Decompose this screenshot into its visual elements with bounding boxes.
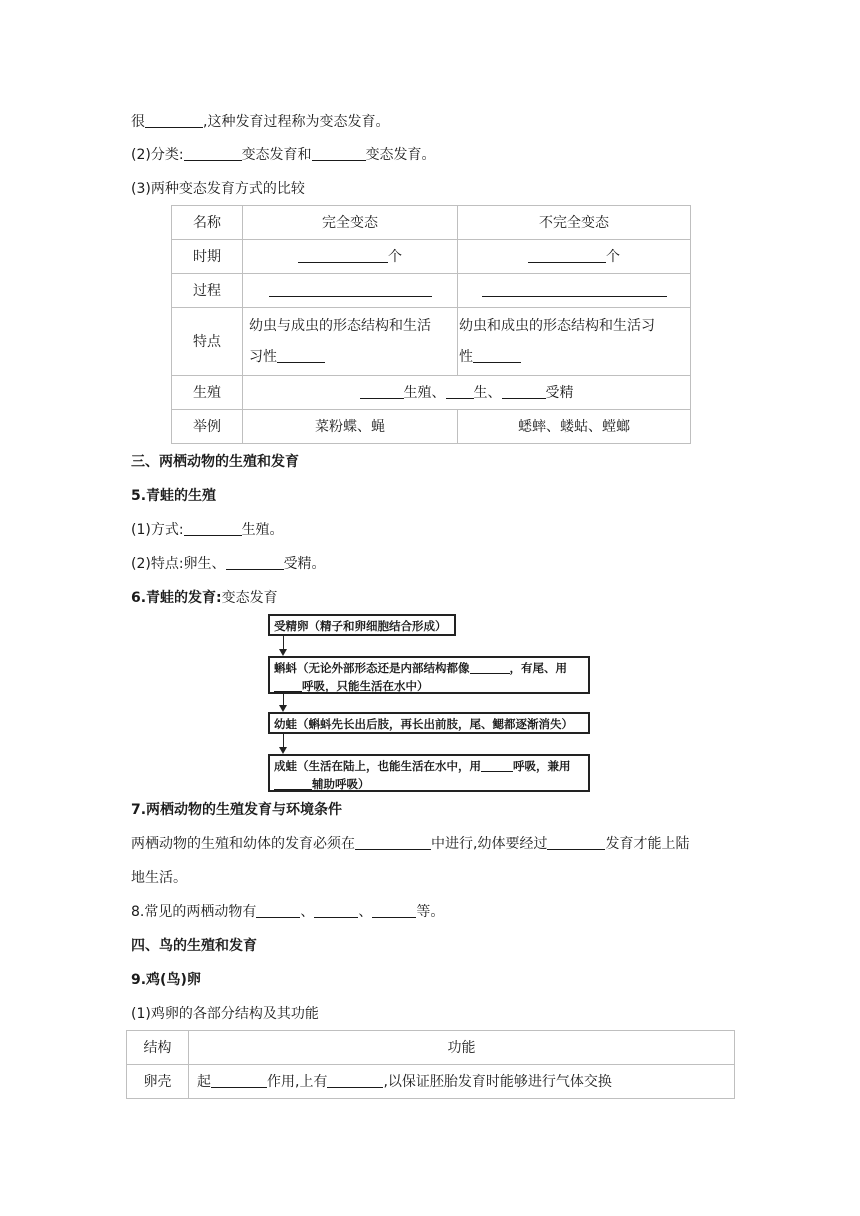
table-row <box>172 410 691 444</box>
table-header: 完全变态 <box>243 206 458 240</box>
flow-box-tadpole: 蝌蚪（无论外部形态还是内部结构都像 ，有尾、用 呼吸，只能生活在水中） <box>268 656 590 694</box>
table-cell: 个 <box>243 240 458 274</box>
section-heading: 三、两栖动物的生殖和发育 <box>131 454 299 470</box>
compare-title: (3)两种变态发育方式的比较 <box>131 181 305 197</box>
text-line: 两栖动物的生殖和幼体的发育必须在 中进行,幼体要经过 发育才能上陆 <box>131 836 690 852</box>
item-heading: 7.两栖动物的生殖发育与环境条件 <box>131 802 343 818</box>
blank[interactable] <box>327 1072 383 1088</box>
row-label: 生殖 <box>172 376 243 410</box>
table-header: 结构 <box>127 1031 189 1065</box>
blank[interactable] <box>547 834 605 850</box>
egg-table <box>126 1030 735 1099</box>
blank[interactable] <box>211 1072 267 1088</box>
down-arrow-icon <box>283 734 284 752</box>
blank[interactable] <box>184 145 242 161</box>
blank[interactable] <box>314 902 358 918</box>
blank[interactable] <box>256 902 300 918</box>
blank[interactable] <box>360 383 404 399</box>
row-label: 特点 <box>172 308 243 376</box>
blank[interactable] <box>298 247 388 263</box>
table-header: 名称 <box>172 206 243 240</box>
row-label: 卵壳 <box>127 1065 189 1099</box>
item-heading: 5.青蛙的生殖 <box>131 488 217 504</box>
table-row <box>172 274 691 308</box>
blank[interactable] <box>184 520 242 536</box>
blank[interactable] <box>372 902 416 918</box>
item-heading: 9.鸡(鸟)卵 <box>131 972 201 988</box>
blank[interactable] <box>274 679 302 692</box>
row-label: 举例 <box>172 410 243 444</box>
flow-box-adult-frog: 成蛙（生活在陆上，也能生活在水中，用 呼吸，兼用 辅助呼吸） <box>268 754 590 792</box>
table-cell: 菜粉蝶、蝇 <box>243 410 458 444</box>
blank[interactable] <box>226 554 284 570</box>
section-heading: 四、鸟的生殖和发育 <box>131 938 257 954</box>
flow-box-fertilized-egg: 受精卵（精子和卵细胞结合形成） <box>268 614 456 636</box>
blank[interactable] <box>528 247 606 263</box>
table-cell: 蟋蟀、蝼蛄、螳螂 <box>458 410 691 444</box>
text-line-classify: (2)分类: 变态发育和 变态发育。 <box>131 147 436 163</box>
blank[interactable] <box>277 347 325 363</box>
blank[interactable] <box>481 759 513 772</box>
text-line: 8.常见的两栖动物有 、 、 等。 <box>131 904 445 920</box>
table-row <box>172 308 691 376</box>
table-cell: 个 <box>458 240 691 274</box>
blank[interactable] <box>274 777 312 790</box>
table-cell <box>458 274 691 308</box>
blank[interactable] <box>312 145 366 161</box>
table-row <box>172 206 691 240</box>
down-arrow-icon <box>283 694 284 710</box>
blank[interactable] <box>482 281 667 297</box>
text-line: (2)特点:卵生、 受精。 <box>131 556 326 572</box>
blank[interactable] <box>470 661 510 674</box>
row-label: 过程 <box>172 274 243 308</box>
blank[interactable] <box>145 112 203 128</box>
table-row <box>127 1065 735 1099</box>
text-line: (1)方式: 生殖。 <box>131 522 284 538</box>
down-arrow-icon <box>283 636 284 654</box>
text-line: 地生活。 <box>131 870 187 886</box>
table-header: 功能 <box>189 1031 735 1065</box>
table-cell: 幼虫与成虫的形态结构和生活 习性 <box>243 308 458 376</box>
text-line-metamorphosis: 很 ,这种发育过程称为变态发育。 <box>131 114 390 130</box>
blank[interactable] <box>446 383 474 399</box>
row-label: 时期 <box>172 240 243 274</box>
table-cell: 幼虫和成虫的形态结构和生活习 性 <box>458 308 691 376</box>
table-row <box>127 1031 735 1065</box>
compare-table <box>171 205 691 444</box>
flow-box-froglet: 幼蛙（蝌蚪先长出后肢，再长出前肢，尾、鳃都逐渐消失） <box>268 712 590 734</box>
text-line: (1)鸡卵的各部分结构及其功能 <box>131 1006 319 1022</box>
table-row <box>172 376 691 410</box>
table-header: 不完全变态 <box>458 206 691 240</box>
blank[interactable] <box>502 383 546 399</box>
table-cell: 起 作用,上有 ,以保证胚胎发育时能够进行气体交换 <box>189 1065 735 1099</box>
item-heading: 6.青蛙的发育:变态发育 <box>131 590 278 606</box>
table-cell: 生殖、 生、 受精 <box>243 376 691 410</box>
blank[interactable] <box>355 834 431 850</box>
blank[interactable] <box>473 347 521 363</box>
blank[interactable] <box>269 281 432 297</box>
table-row <box>172 240 691 274</box>
table-cell <box>243 274 458 308</box>
